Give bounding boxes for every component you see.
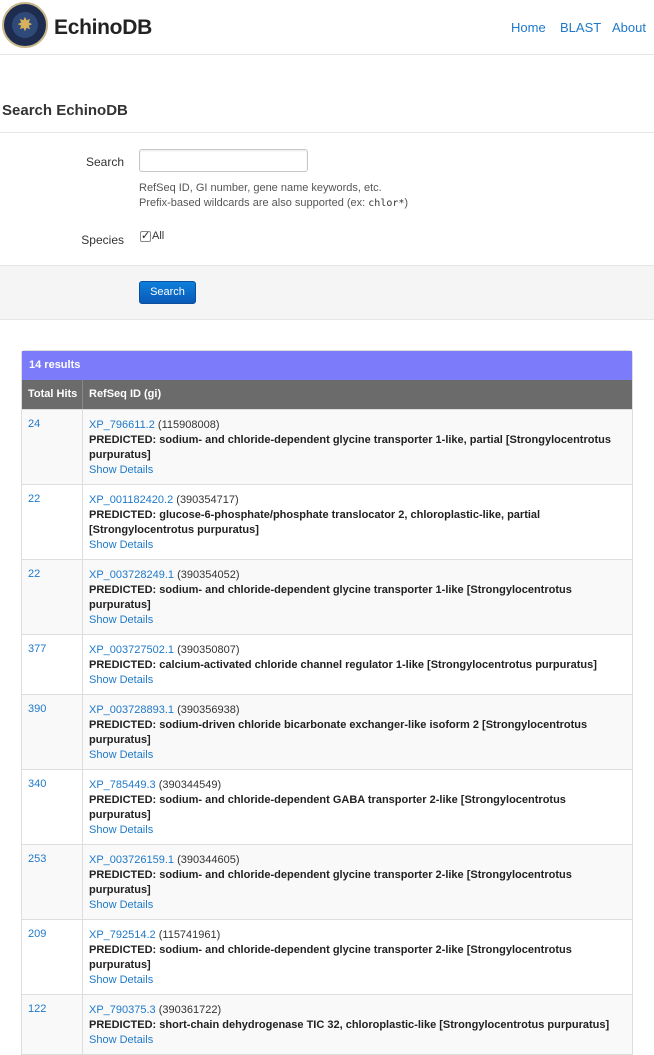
column-separator bbox=[82, 485, 83, 559]
nav-home-link[interactable]: Home bbox=[511, 20, 546, 35]
refseq-id-link[interactable]: XP_003728893.1 bbox=[89, 704, 175, 716]
protein-description: PREDICTED: short-chain dehydrogenase TIC 32, chloroplastic-like [Strongylocentrotus purpuratus] bbox=[89, 1019, 610, 1031]
help-suffix: ) bbox=[404, 197, 409, 209]
total-hits-link[interactable]: 209 bbox=[28, 928, 47, 940]
refseq-cell bbox=[89, 920, 632, 994]
total-hits-link[interactable]: 22 bbox=[28, 568, 41, 580]
refseq-cell bbox=[89, 410, 632, 484]
show-details-link[interactable]: Show Details bbox=[89, 464, 154, 476]
column-separator bbox=[82, 770, 83, 844]
column-separator bbox=[82, 995, 83, 1054]
total-hits-link[interactable]: 390 bbox=[28, 703, 47, 715]
results-column-header bbox=[22, 380, 632, 409]
show-details-link[interactable]: Show Details bbox=[89, 899, 154, 911]
column-separator bbox=[82, 380, 83, 409]
gi-number: (390350807) bbox=[177, 644, 240, 656]
column-separator bbox=[82, 560, 83, 634]
nav-about-link[interactable]: About bbox=[612, 20, 646, 35]
gi-number: (390361722) bbox=[158, 1004, 222, 1016]
echinodb-logo[interactable] bbox=[2, 2, 48, 48]
total-hits-link[interactable]: 24 bbox=[28, 418, 41, 430]
species-all-checkbox[interactable] bbox=[140, 231, 151, 242]
refseq-id-link[interactable]: XP_785449.3 bbox=[89, 779, 156, 791]
table-row bbox=[22, 919, 632, 994]
refseq-id-link[interactable]: XP_796611.2 bbox=[89, 419, 155, 431]
column-total-hits[interactable]: Total Hits bbox=[28, 388, 78, 400]
search-label: Search bbox=[85, 155, 124, 169]
table-row bbox=[22, 769, 632, 844]
total-hits-link[interactable]: 340 bbox=[28, 778, 47, 790]
protein-description: PREDICTED: glucose-6-phosphate/phosphate translocator 2, chloroplastic-like, partial [Strongylocentrotus purpuratus] bbox=[89, 509, 541, 536]
show-details-link[interactable]: Show Details bbox=[89, 824, 154, 836]
search-button[interactable]: Search bbox=[139, 281, 196, 304]
results-rows bbox=[22, 409, 632, 1054]
protein-description: PREDICTED: sodium- and chloride-dependent glycine transporter 2-like [Strongylocentrotus purpuratus] bbox=[89, 944, 572, 971]
refseq-cell bbox=[89, 770, 632, 844]
column-separator bbox=[82, 410, 83, 484]
refseq-cell bbox=[89, 560, 632, 634]
divider bbox=[0, 132, 654, 133]
table-row bbox=[22, 634, 632, 694]
protein-description: PREDICTED: calcium-activated chloride channel regulator 1-like [Strongylocentrotus purpuratus] bbox=[89, 659, 597, 671]
table-row bbox=[22, 484, 632, 559]
help-prefix: Prefix-based wildcards are also supported (ex: bbox=[139, 197, 369, 209]
refseq-cell bbox=[89, 635, 632, 694]
species-label: Species bbox=[81, 233, 124, 247]
refseq-cell bbox=[89, 995, 632, 1054]
search-help-line1: RefSeq ID, GI number, gene name keywords, etc. bbox=[139, 182, 382, 194]
gi-number: (390356938) bbox=[177, 704, 240, 716]
total-hits-link[interactable]: 377 bbox=[28, 643, 47, 655]
show-details-link[interactable]: Show Details bbox=[89, 539, 154, 551]
protein-description: PREDICTED: sodium- and chloride-dependent GABA transporter 2-like [Strongylocentrotus purpuratus] bbox=[89, 794, 566, 821]
form-actions bbox=[0, 265, 654, 320]
refseq-id-link[interactable]: XP_003728249.1 bbox=[89, 569, 175, 581]
navbar bbox=[0, 0, 654, 55]
column-separator bbox=[82, 695, 83, 769]
search-help-line2 bbox=[139, 197, 408, 209]
total-hits-link[interactable]: 22 bbox=[28, 493, 41, 505]
logo-emblem bbox=[12, 12, 38, 38]
gi-number: (115908008) bbox=[157, 419, 220, 431]
protein-description: PREDICTED: sodium-driven chloride bicarbonate exchanger-like isoform 2 [Strongylocentrotus purpuratus] bbox=[89, 719, 588, 746]
gi-number: (390344605) bbox=[177, 854, 240, 866]
species-all-label[interactable]: All bbox=[152, 230, 165, 242]
refseq-id-link[interactable]: XP_003727502.1 bbox=[89, 644, 175, 656]
protein-description: PREDICTED: sodium- and chloride-dependent glycine transporter 1-like [Strongylocentrotus purpuratus] bbox=[89, 584, 572, 611]
show-details-link[interactable]: Show Details bbox=[89, 749, 154, 761]
refseq-cell bbox=[89, 845, 632, 919]
refseq-cell bbox=[89, 695, 632, 769]
refseq-id-link[interactable]: XP_792514.2 bbox=[89, 929, 156, 941]
column-refseq-id[interactable]: RefSeq ID (gi) bbox=[89, 388, 162, 400]
table-row bbox=[22, 409, 632, 484]
column-separator bbox=[82, 845, 83, 919]
show-details-link[interactable]: Show Details bbox=[89, 1034, 154, 1046]
column-separator bbox=[82, 920, 83, 994]
total-hits-link[interactable]: 253 bbox=[28, 853, 47, 865]
nav-blast-link[interactable]: BLAST bbox=[560, 20, 602, 35]
column-separator bbox=[82, 635, 83, 694]
table-row bbox=[22, 694, 632, 769]
results-count: 14 results bbox=[22, 351, 632, 380]
starfish-icon: ✸ bbox=[17, 14, 33, 36]
gi-number: (390354717) bbox=[176, 494, 239, 506]
refseq-id-link[interactable]: XP_790375.3 bbox=[89, 1004, 156, 1016]
gi-number: (115741961) bbox=[158, 929, 221, 941]
refseq-cell bbox=[89, 485, 632, 559]
show-details-link[interactable]: Show Details bbox=[89, 974, 154, 986]
gi-number: (390354052) bbox=[177, 569, 240, 581]
total-hits-link[interactable]: 122 bbox=[28, 1003, 47, 1015]
brand-name[interactable]: EchinoDB bbox=[54, 16, 152, 39]
table-row bbox=[22, 994, 632, 1054]
table-row bbox=[22, 844, 632, 919]
search-input[interactable] bbox=[139, 149, 308, 172]
help-wildcard-example: chlor* bbox=[368, 198, 405, 209]
gi-number: (390344549) bbox=[158, 779, 222, 791]
results-panel bbox=[21, 350, 633, 1055]
protein-description: PREDICTED: sodium- and chloride-dependent glycine transporter 2-like [Strongylocentrotus purpuratus] bbox=[89, 869, 572, 896]
table-row bbox=[22, 559, 632, 634]
show-details-link[interactable]: Show Details bbox=[89, 614, 154, 626]
protein-description: PREDICTED: sodium- and chloride-dependent glycine transporter 1-like, partial [Strongylocentrotus purpuratus] bbox=[89, 434, 611, 461]
refseq-id-link[interactable]: XP_003726159.1 bbox=[89, 854, 175, 866]
show-details-link[interactable]: Show Details bbox=[89, 674, 154, 686]
page-title: Search EchinoDB bbox=[2, 102, 128, 119]
refseq-id-link[interactable]: XP_001182420.2 bbox=[89, 494, 174, 506]
